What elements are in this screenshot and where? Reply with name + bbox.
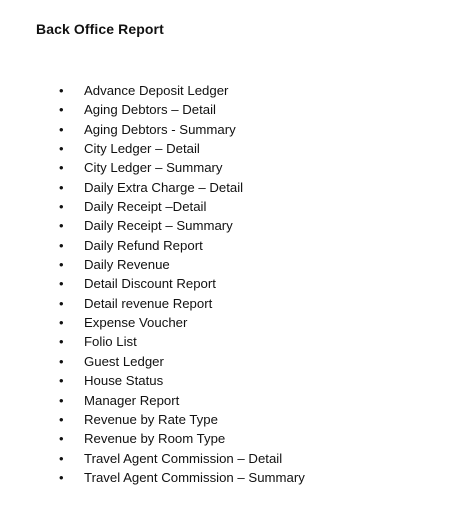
bullet-icon: • xyxy=(59,276,64,292)
bullet-icon: • xyxy=(59,431,64,447)
bullet-icon: • xyxy=(59,83,64,98)
bullet-icon: • xyxy=(59,121,64,137)
bullet-icon: • xyxy=(59,450,64,466)
list-item-text: Advance Deposit Ledger xyxy=(84,83,229,98)
bullet-icon: • xyxy=(59,295,64,311)
list-item-text: Detail revenue Report xyxy=(84,295,213,311)
bullet-icon: • xyxy=(59,315,64,331)
bullet-icon: • xyxy=(59,373,64,389)
bullet-icon: • xyxy=(59,218,64,234)
bullet-icon: • xyxy=(59,392,64,408)
list-item-text: House Status xyxy=(84,373,164,389)
bullet-icon: • xyxy=(59,160,64,176)
list-item-text: Folio List xyxy=(84,334,137,350)
document-title: Back Office Report xyxy=(36,21,164,37)
bullet-icon: • xyxy=(59,257,64,273)
list-item-text: Travel Agent Commission – Summary xyxy=(84,469,305,485)
list-item-text: City Ledger – Summary xyxy=(84,160,223,176)
list-item-text: Aging Debtors - Summary xyxy=(84,121,236,137)
list-item-text: Expense Voucher xyxy=(84,315,188,331)
list-item-text: Manager Report xyxy=(84,392,180,408)
bullet-icon: • xyxy=(59,102,64,118)
bullet-icon: • xyxy=(59,141,64,157)
bullet-icon: • xyxy=(59,237,64,253)
bullet-icon: • xyxy=(59,179,64,195)
list-item-text: Daily Receipt – Summary xyxy=(84,218,233,234)
list-item-text: Travel Agent Commission – Detail xyxy=(84,450,283,466)
list-item-text: Detail Discount Report xyxy=(84,276,216,292)
bullet-icon: • xyxy=(59,353,64,369)
list-item-text: Daily Refund Report xyxy=(84,237,203,253)
bullet-icon: • xyxy=(59,334,64,350)
bullet-icon: • xyxy=(59,469,64,485)
bullet-icon: • xyxy=(59,411,64,427)
list-item-text: Revenue by Rate Type xyxy=(84,411,218,427)
list-item-text: Daily Receipt –Detail xyxy=(84,199,207,215)
bullet-icon: • xyxy=(59,199,64,215)
list-item-text: Aging Debtors – Detail xyxy=(84,102,216,118)
list-item-text: Daily Extra Charge – Detail xyxy=(84,179,244,195)
list-item-text: Daily Revenue xyxy=(84,257,170,273)
list-item-text: Guest Ledger xyxy=(84,353,164,369)
list-item-text: Revenue by Room Type xyxy=(84,431,226,447)
list-item-text: City Ledger – Detail xyxy=(84,141,200,157)
